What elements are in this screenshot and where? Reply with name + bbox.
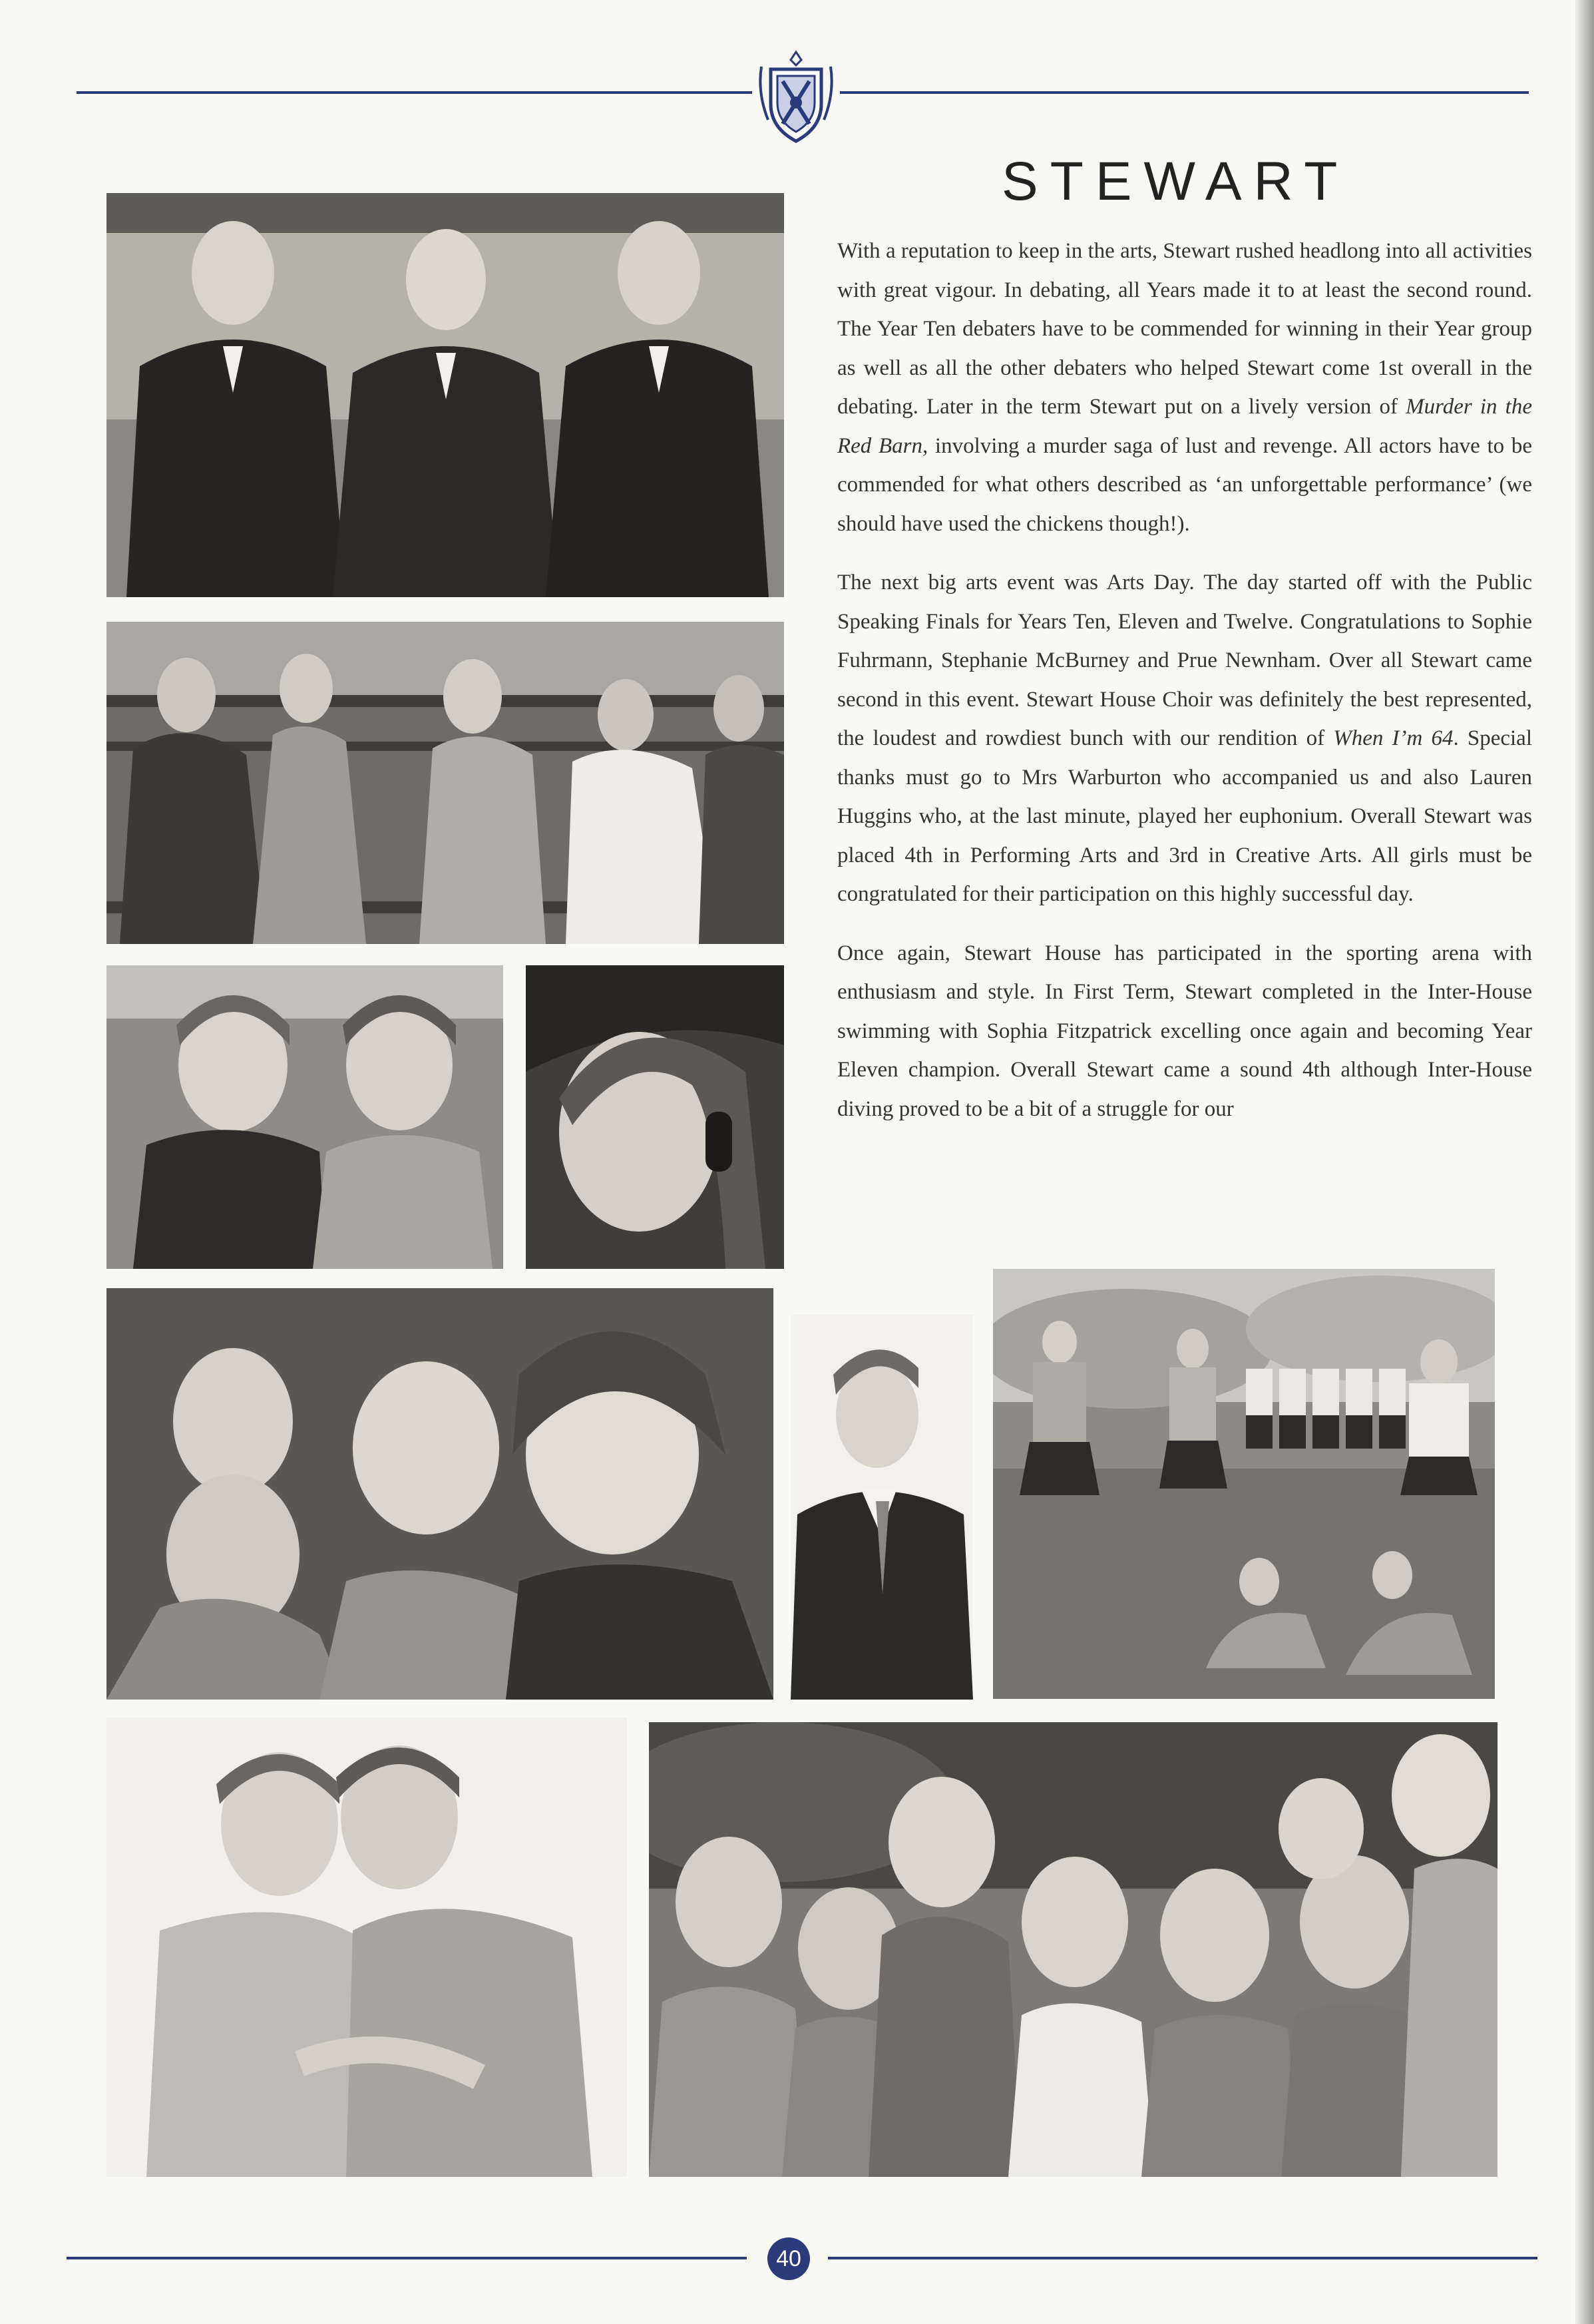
top-rule-right <box>840 91 1529 94</box>
paragraph-arts-day-text-2: . Special thanks must go to Mrs Warburton who accompanied us and also Lauren Huggins who, at the last minute, played her euphonium. Overall Stewart was placed 4th in Performing Arts and 3rd in Creative Arts. All girls must be congratulated for their participation on this highly successful day. <box>837 726 1532 906</box>
photo-girls-group-closeup <box>106 1288 773 1700</box>
paragraph-arts <box>837 232 1532 543</box>
photo-large-group-girls <box>649 1722 1497 2177</box>
photo-netball-field <box>993 1269 1495 1699</box>
article-body <box>837 232 1532 1148</box>
paragraph-arts-text-2: , involving a murder saga of lust and revenge. All actors have to be commended for what others described as ‘an unforgettable performance’ (we should have used the chickens though!). <box>837 433 1532 536</box>
bottom-rule-left <box>67 2257 747 2259</box>
paragraph-arts-text-1: With a reputation to keep in the arts, Stewart rushed headlong into all activities with great vigour. In debating, all Years made it to at least the second round. The Year Ten debaters have to be commended for winning in their Year group as well as all the other debaters who helped Stewart come 1st overall in the debating. Later in the term Stewart put on a lively version of <box>837 239 1532 419</box>
paragraph-arts-day-text-1: The next big arts event was Arts Day. The day started off with the Public Speaking Finals for Years Ten, Eleven and Twelve. Congratulations to Sophie Fuhrmann, Stephanie McBurney and Prue Newnham. Over all Stewart came second in this event. Stewart House Choir was definitely the best represented, the loudest and rowdiest bunch with our rendition of <box>837 571 1532 750</box>
bottom-rule-right <box>828 2257 1537 2259</box>
page-edge-shadow <box>1575 0 1594 2324</box>
photo-grandstand-group <box>106 622 784 944</box>
school-crest-icon <box>752 47 840 146</box>
photo-two-girls-arm-in-arm <box>106 1718 627 2177</box>
photo-two-girls-smiling <box>106 965 503 1269</box>
photo-girl-suit-costume <box>791 1315 973 1700</box>
paragraph-sport: Once again, Stewart House has participated in the sporting arena with enthusiasm and style. In First Term, Stewart completed in the Inter-House swimming with Sophia Fitzpatrick excelling once again and becoming Year Eleven champion. Overall Stewart came a sound 4th although Inter-House diving proved to be a bit of a struggle for our <box>837 941 1532 1121</box>
photo-three-girls-blazers <box>106 193 784 597</box>
song-title: When I’m 64 <box>1333 726 1454 750</box>
top-rule-left <box>77 91 752 94</box>
photo-girl-headphones <box>526 965 784 1269</box>
page-number: 40 <box>767 2237 810 2280</box>
play-title: Murder in the Red Barn <box>837 395 1532 458</box>
page-title: STEWART <box>1002 151 1350 212</box>
paragraph-arts-day <box>837 563 1532 914</box>
